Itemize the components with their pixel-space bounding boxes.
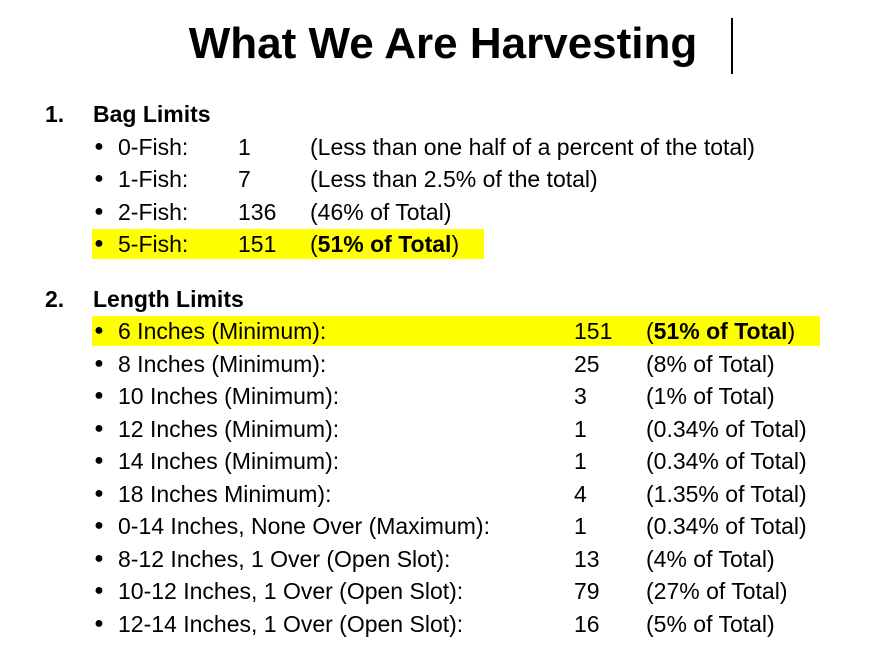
item-count: 136 [238, 198, 277, 225]
bullet-dot-icon: ● [94, 354, 104, 372]
note-open: ( [646, 448, 654, 474]
item-note [646, 510, 807, 542]
bullet-dot-icon: ● [94, 138, 104, 155]
note-text: Less than 2.5% of the total) [317, 166, 598, 193]
bullet-dot-icon: ● [94, 452, 104, 469]
section-title: Bag Limits [93, 101, 211, 127]
item-note [646, 608, 775, 640]
item-note [310, 163, 598, 195]
list-item [92, 380, 872, 412]
item-label: 8 Inches (Minimum): [118, 350, 327, 377]
note-text: ) [451, 231, 460, 258]
item-note [646, 413, 807, 445]
item-count: 7 [238, 166, 251, 193]
item-note [646, 575, 788, 607]
item-note [646, 380, 775, 412]
note-open: ( [646, 383, 654, 409]
item-count: 16 [574, 610, 600, 637]
note-open: ( [310, 134, 318, 160]
item-note [646, 445, 807, 477]
note-text: ) [787, 318, 796, 344]
item-label: 14 Inches (Minimum): [118, 448, 340, 474]
bullet-dot-icon: ● [94, 517, 104, 534]
item-label: 1-Fish: [118, 166, 189, 193]
note-text: Less than one half of a percent of the total) [317, 134, 755, 160]
section-number: 1. [45, 101, 65, 127]
bullet-dot-icon: ● [94, 614, 104, 632]
note-open: ( [646, 480, 654, 507]
list-item [92, 543, 872, 575]
note-open: ( [310, 198, 318, 225]
bullet-dot-icon: ● [94, 170, 104, 188]
section-heading-length-limits [45, 284, 244, 314]
item-note [646, 315, 795, 347]
list-item [92, 445, 872, 477]
slide-title: What We Are Harvesting [188, 19, 698, 68]
item-label: 12 Inches (Minimum): [118, 415, 340, 442]
item-label: 18 Inches Minimum): [118, 480, 332, 507]
bullet-dot-icon: ● [94, 484, 104, 502]
text-cursor [731, 18, 733, 74]
note-open: ( [646, 578, 654, 604]
note-open: ( [646, 610, 654, 637]
list-item [92, 131, 872, 163]
item-count: 13 [574, 545, 600, 572]
list-item [92, 510, 872, 542]
item-label: 8-12 Inches, 1 Over (Open Slot): [118, 545, 451, 572]
note-text: 1.35% of Total) [653, 480, 807, 507]
note-text: 8% of Total) [653, 350, 775, 377]
item-count: 1 [238, 134, 251, 160]
item-count: 4 [574, 480, 587, 507]
bullet-dot-icon: ● [94, 235, 104, 253]
list-item [92, 163, 872, 195]
section-title: Length Limits [93, 286, 244, 312]
bullet-dot-icon: ● [94, 387, 104, 404]
list-item [92, 413, 872, 445]
item-count: 25 [574, 350, 600, 377]
item-note [310, 196, 452, 228]
item-note [310, 131, 755, 163]
note-text: 5% of Total) [653, 610, 775, 637]
bullet-dot-icon: ● [94, 322, 104, 339]
list-item [92, 196, 872, 228]
list-item [92, 608, 872, 640]
item-note [646, 543, 775, 575]
note-open: ( [646, 318, 654, 344]
item-count: 3 [574, 383, 587, 409]
note-open: ( [310, 231, 318, 258]
note-bold: 51% of Total [653, 318, 788, 344]
list-item [92, 228, 872, 260]
note-open: ( [310, 166, 318, 193]
item-note [646, 478, 807, 510]
note-text: 1% of Total) [653, 383, 775, 409]
note-text: 0.34% of Total) [653, 513, 807, 539]
item-count: 151 [574, 318, 613, 344]
list-item [92, 348, 872, 380]
bullet-dot-icon: ● [94, 582, 104, 599]
item-label: 0-Fish: [118, 134, 189, 160]
bullet-dot-icon: ● [94, 202, 104, 220]
note-open: ( [646, 415, 654, 442]
item-label: 2-Fish: [118, 198, 189, 225]
item-label: 5-Fish: [118, 231, 189, 258]
item-label: 10 Inches (Minimum): [118, 383, 340, 409]
item-count: 79 [574, 578, 600, 604]
list-item [92, 478, 872, 510]
item-count: 1 [574, 415, 587, 442]
item-count: 1 [574, 448, 587, 474]
note-text: 46% of Total) [317, 198, 452, 225]
item-note [646, 348, 775, 380]
item-label: 0-14 Inches, None Over (Maximum): [118, 513, 490, 539]
item-note [310, 228, 459, 260]
note-text: 27% of Total) [653, 578, 788, 604]
note-bold: 51% of Total [317, 231, 452, 258]
item-label: 6 Inches (Minimum): [118, 318, 327, 344]
note-text: 0.34% of Total) [653, 415, 807, 442]
note-text: 0.34% of Total) [653, 448, 807, 474]
note-open: ( [646, 513, 654, 539]
bullet-dot-icon: ● [94, 549, 104, 567]
note-text: 4% of Total) [653, 545, 775, 572]
list-item [92, 575, 872, 607]
section-heading-bag-limits [45, 99, 211, 129]
note-open: ( [646, 350, 654, 377]
item-label: 12-14 Inches, 1 Over (Open Slot): [118, 610, 464, 637]
item-count: 1 [574, 513, 587, 539]
section-number: 2. [45, 286, 65, 312]
list-item [92, 315, 872, 347]
item-count: 151 [238, 231, 277, 258]
item-label: 10-12 Inches, 1 Over (Open Slot): [118, 578, 464, 604]
note-open: ( [646, 545, 654, 572]
bullet-dot-icon: ● [94, 419, 104, 437]
